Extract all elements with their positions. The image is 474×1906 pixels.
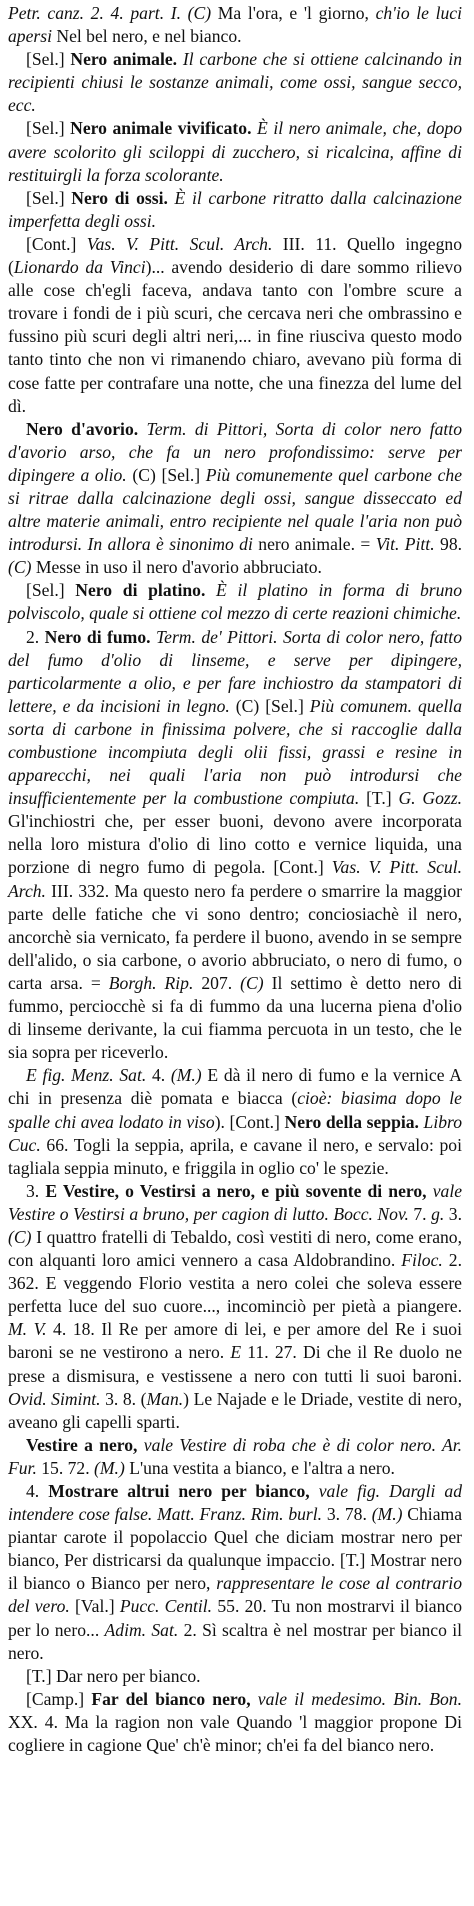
text-run: nero animale. = (252, 534, 376, 555)
headword: Nero animale vivificato. (70, 118, 252, 139)
text-run: Gl'inchiostri che, per esser buoni, devono avere incorporata nella loro mistura d'olio di lino cotto e vernice liquida, una porzione di negro fumo di pegola. [Cont.] (8, 811, 462, 878)
text-run: I quattro fratelli di Tebaldo, così vestiti di nero, come erano, con alquanti loro amici vennero a casa Aldobrandino. (8, 1226, 462, 1271)
italic-text: cioè: biasima dopo le spalle chi avea lodato in viso (8, 1088, 462, 1132)
italic-text: Term. di Pittori, Sorta di color nero fatto d'avorio arso, che fa un nero profondissimo: serve per dipingere a olio. (8, 418, 462, 485)
italic-text: M. V. (8, 1319, 47, 1340)
italic-text: (C) (8, 1226, 32, 1247)
italic-text: È il nero animale, che, dopo avere scolorito gli sciloppi di zucchero, si ricalcina, affine di restituirgli la forza scolorante. (8, 118, 462, 185)
text-run: L'una vestita a bianco, e l'altra a nero. (124, 1457, 395, 1478)
italic-text: ch'io le luci apersi (8, 3, 463, 47)
headword: Far del bianco nero, (91, 1688, 251, 1709)
text-run: 2. Sì scaltra è nel mostrar per bianco il nero. (8, 1619, 462, 1663)
text-run: 55. 20. Tu non mostrarvi il bianco per lo nero... (8, 1596, 462, 1640)
text-run: XX. 4. Ma la ragion non vale Quando 'l maggior propone Di cogliere in cagione Que' ch'è minor; ch'ei fa del bianco nero. (8, 1711, 462, 1756)
entry-paragraph (8, 1480, 462, 1665)
text-run: [Sel.] (26, 49, 71, 70)
entry-paragraph (8, 1665, 462, 1688)
entry-paragraph (8, 626, 462, 1065)
italic-text: (M.) (170, 1065, 202, 1086)
text-run: 4. (146, 1065, 171, 1086)
text-run: Chiama piantar carote il popolaccio Quel che diciam mostrar nero per bianco, Per districarsi da qualunque impaccio. [T.] Mostrar nero il bianco o Bianco per nero, (8, 1504, 463, 1594)
text-run: 3. (26, 1180, 46, 1201)
italic-text: Man. (146, 1388, 184, 1409)
italic-text: Borgh. Rip. (108, 972, 194, 993)
text-run: [Sel.] (26, 580, 76, 601)
italic-text: vale fig. Dargli ad intendere cose false. Matt. Franz. Rim. burl. (8, 1481, 463, 1525)
text-run: 3. 78. (322, 1504, 372, 1525)
italic-text: (M.) (371, 1504, 403, 1525)
italic-text: Vit. Pitt. (375, 534, 435, 555)
text-run: 3. 8. ( (100, 1388, 147, 1409)
text-run: 4. 18. Il Re per amore di lei, e per amore del Re i suoi baroni se ne vestirono a nero. (8, 1319, 462, 1363)
entry-paragraph (8, 233, 462, 418)
headword: Nero di fumo. (44, 626, 151, 647)
italic-text: vale Vestire di roba che è di color nero. Ar. Fur. (8, 1434, 462, 1478)
italic-text: Vas. V. Pitt. Scul. Arch. (86, 233, 273, 254)
entry-paragraph (8, 418, 462, 580)
headword: Vestire a nero, (26, 1434, 138, 1455)
italic-text: rappresentare le cose al contrario del vero. (8, 1573, 462, 1617)
italic-text: Il carbone che si ottiene calcinando in recipienti chiusi le sostanze animali, come ossi, sangue secco, ecc. (8, 49, 462, 116)
italic-text: Filoc. (401, 1250, 443, 1271)
italic-text: Petr. canz. 2. 4. part. I. (C) (8, 3, 212, 23)
headword: Nero di platino. (75, 580, 206, 601)
text-run: 66. Togli la seppia, aprila, e cavane il nero, e servalo: poi tagliala seppia minuto, e friggila in oglio co' le spezie. (8, 1134, 462, 1178)
italic-text: Più comunem. quella sorta di carbone in finissima polvere, che si raccoglie dalla combustione incompiuta degli olii fissi, grassi e resine in apparecchi, nei quali l'aria non può introdursi che insufficientemente per la combustione compiuta. (8, 695, 462, 809)
italic-text: E fig. Menz. Sat. (26, 1065, 147, 1086)
italic-text: Più comunemente quel carbone che si ritrae dalla calcinazione degli ossi, sangue disseccato ed altre materie animali, entro recipiente nel quale l'aria non può introdursi. In allora è sinonimo di (8, 464, 463, 555)
italic-text: Lionardo da Vinci (13, 257, 146, 278)
italic-text: Term. de' Pittori. Sorta di color nero, fatto del fumo d'olio di linseme, e serve per dipingere, particolarmente a olio, e per fare inchiostro da stampatori di lettere, e da incisioni in legno. (8, 626, 462, 716)
text-run: 2. 362. E veggendo Florio vestita a nero colei che soleva essere perfetta luce del suo cuore..., incominciò per pietà a piangere. (8, 1250, 462, 1317)
entry-paragraph (8, 48, 462, 117)
text-run: 11. 27. Di che il Re duolo ne prese a dismisura, e vestissene a nero con tutti li suoi baroni. (8, 1342, 463, 1386)
italic-text: Adim. Sat. (104, 1619, 179, 1640)
italic-text: Ovid. Simint. (8, 1388, 101, 1409)
entry-paragraph (8, 187, 462, 233)
italic-text: vale Vestire o Vestirsi a bruno, per cagion di lutto. Bocc. Nov. (8, 1180, 463, 1224)
italic-text: (C) (240, 972, 264, 993)
text-run: 207. (193, 972, 241, 993)
text-run: Nel bel nero, e nel bianco. (51, 26, 242, 47)
italic-text: G. Gozz. (398, 788, 462, 809)
headword: Nero di ossi. (71, 187, 168, 208)
text-run: E dà il nero di fumo e la vernice A chi in presenza diè pomata e biacca ( (8, 1065, 462, 1109)
text-run: III. 332. Ma questo nero fa perdere o smarrire la maggior parte delle fatiche che vi sono dentro; conciosiachè il nero, ancorchè sia vernicato, fa perdere il buono, avendo in se sempre dell'alido, o sia carbone, o avorio abbruciato, o nero di fumo, o carta arsa. = (8, 880, 462, 993)
italic-text: g. (431, 1203, 445, 1224)
entry-paragraph (8, 1688, 462, 1757)
text-run: [Val.] (69, 1596, 120, 1617)
text-run: Il settimo è detto nero di fummo, perciocchè si fa di fummo da una lucerna piena d'olio di linseme derivante, la cui fiamma percuota in un testo, che le sia sopra per riceverlo. (8, 972, 463, 1063)
headword: E Vestire, o Vestirsi a nero, e più sovente di nero, (45, 1180, 427, 1201)
italic-text: Libro Cuc. (8, 1111, 463, 1155)
text-run: 3. (444, 1203, 462, 1224)
text-run: (C) [Sel.] (126, 464, 206, 485)
italic-text: (C) (8, 557, 32, 578)
headword: Nero d'avorio. (26, 418, 139, 439)
entry-paragraph (8, 117, 462, 186)
text-run: (C) [Sel.] (229, 695, 310, 716)
text-run: III. 11. Quello ingegno ( (8, 233, 463, 278)
text-run: 98. (434, 534, 463, 555)
text-run: Ma l'ora, e 'l giorno, (211, 3, 376, 23)
italic-text: È il carbone ritratto dalla calcinazione imperfetta degli ossi. (8, 187, 462, 231)
entry-paragraph (8, 1180, 462, 1434)
italic-text: E (230, 1342, 242, 1363)
entry-paragraph (8, 1064, 462, 1179)
entry-paragraph (8, 579, 462, 625)
text-run: [Sel.] (26, 187, 72, 208)
italic-text: È il platino in forma di bruno polviscolo, quale si ottiene col mezzo di certe reazioni chimiche. (8, 580, 462, 624)
text-run: 7. (408, 1203, 432, 1224)
headword: Nero animale. (70, 49, 178, 70)
italic-text: Pucc. Centil. (119, 1596, 213, 1617)
text-run: [T.] Dar nero per bianco. (26, 1665, 201, 1686)
text-run: [Camp.] (26, 1688, 92, 1709)
entry-paragraph (8, 2, 462, 48)
text-run: 15. 72. (36, 1457, 95, 1478)
text-run: [Sel.] (26, 118, 71, 139)
italic-text: (M.) (94, 1457, 125, 1478)
entry-paragraph (8, 1434, 462, 1480)
italic-text: vale il medesimo. Bin. Bon. (250, 1688, 462, 1709)
text-run: 4. (26, 1481, 49, 1501)
text-run: Messe in uso il nero d'avorio abbruciato. (31, 557, 322, 578)
text-run: ) Le Najade e le Driade, vestite di nero, aveano gli capelli sparti. (8, 1388, 462, 1432)
italic-text: Vas. V. Pitt. Scul. Arch. (8, 857, 462, 901)
text-run: [T.] (359, 788, 399, 809)
text-run: [Cont.] (26, 233, 87, 254)
text-run: 2. (26, 626, 45, 647)
text-run: ). [Cont.] (214, 1111, 285, 1132)
headword: Mostrare altrui nero per bianco, (48, 1481, 310, 1501)
text-run: )... avendo desiderio di dare sommo rilievo alle cose ch'egli faceva, andava tanto con l'ombre scure a trovare i fondi de i più scuri, che cercava neri che ombrassino e fussino più scuri degli altri neri,... in fine riusciva questo modo tanto tinto che non vi rimanendo chiaro, avevano più forma di cose fatte per contrafare una notte, che una finezza del lume del dì. (8, 257, 462, 416)
headword: Nero della seppia. (284, 1111, 419, 1132)
